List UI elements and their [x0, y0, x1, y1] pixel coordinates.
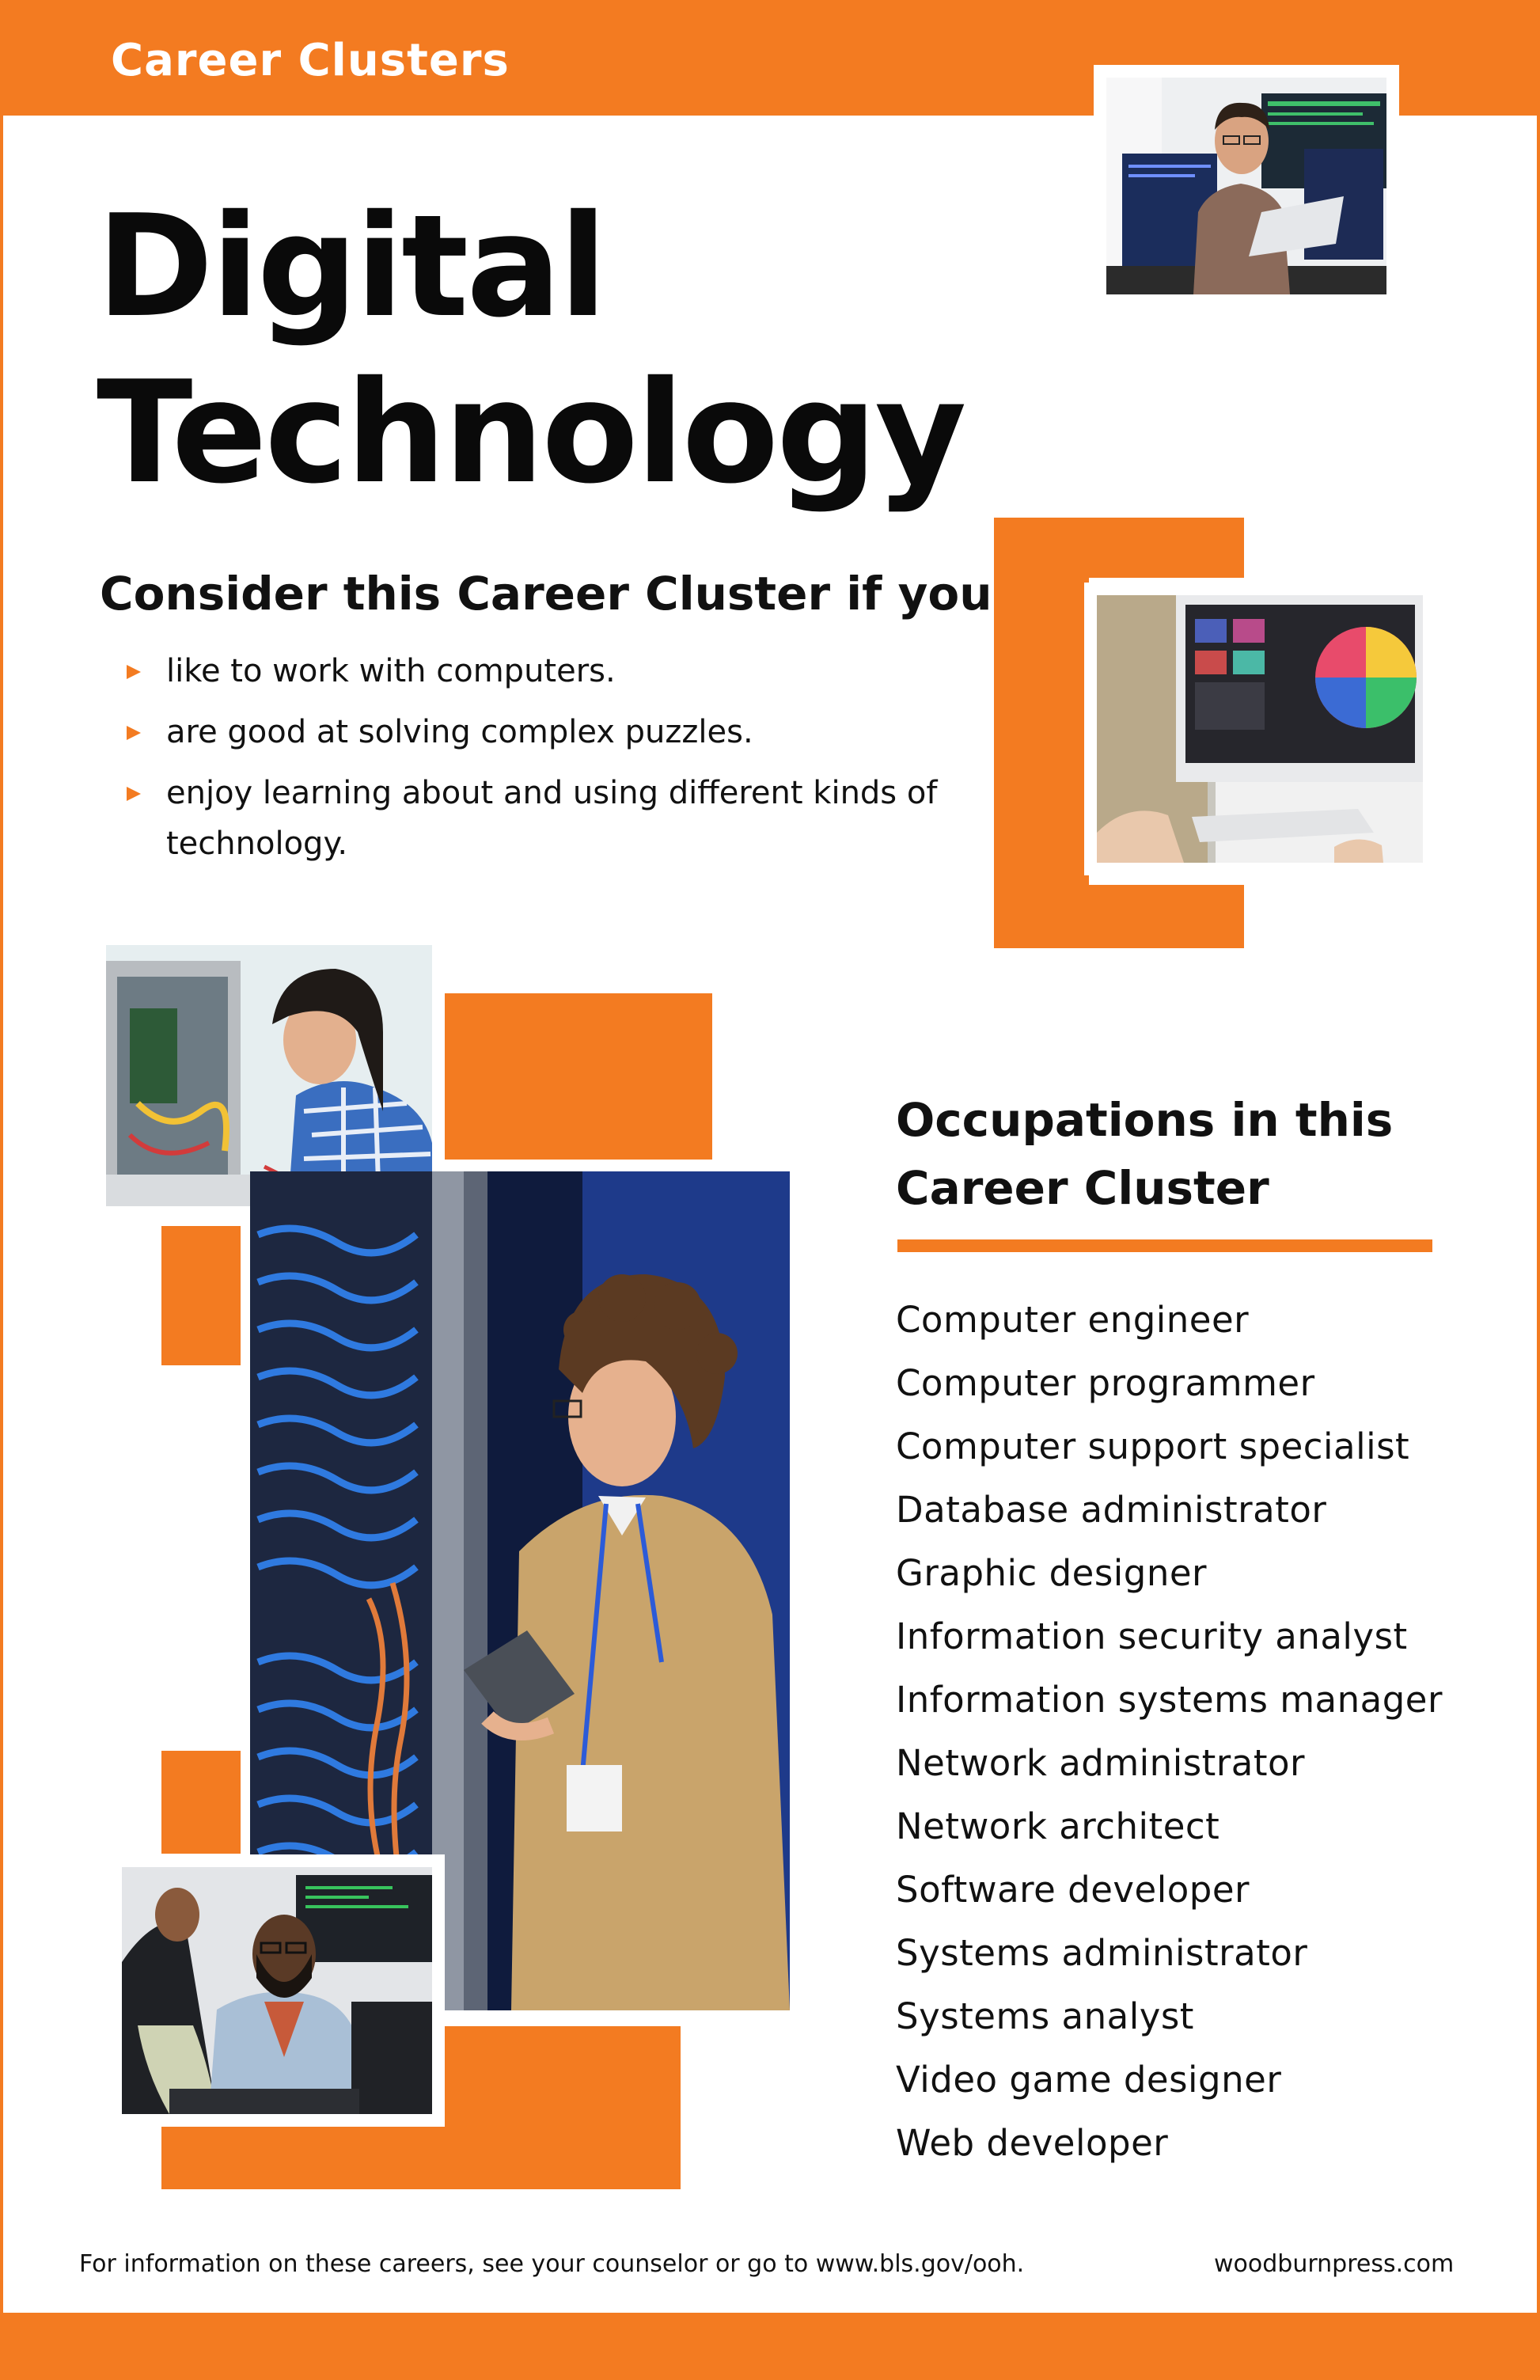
title-line-1: Digital: [97, 184, 605, 348]
bullet-icon: [127, 665, 141, 679]
consider-item: [127, 768, 942, 869]
frame-right-border: [1537, 116, 1540, 2313]
page-title: [97, 184, 965, 516]
photo-man-at-workstation: [109, 1854, 445, 2127]
occupation-item: Information systems manager: [896, 1679, 1443, 1721]
consider-item-text: enjoy learning about and using different kinds of technology.: [166, 775, 938, 862]
occupations-list: [896, 1289, 1443, 2175]
photo-man-with-laptop: [1094, 65, 1399, 307]
consider-item-text: are good at solving complex puzzles.: [166, 714, 753, 750]
bullet-icon: [127, 787, 141, 801]
consider-heading: Consider this Career Cluster if you: [100, 567, 992, 621]
occupation-item: Software developer: [896, 1869, 1250, 1911]
occupation-item: Computer support specialist: [896, 1425, 1410, 1467]
decor-block: [445, 993, 712, 1160]
occupation-item: Systems analyst: [896, 1995, 1194, 2037]
occupation-item: Graphic designer: [896, 1552, 1208, 1594]
consider-item: [127, 646, 942, 697]
occupation-item: Computer engineer: [896, 1299, 1250, 1341]
bullet-icon: [127, 726, 141, 740]
consider-item-text: like to work with computers.: [166, 653, 616, 689]
occupation-item: Network architect: [896, 1805, 1220, 1847]
occupation-item: Database administrator: [896, 1489, 1327, 1531]
occupation-item: Network administrator: [896, 1742, 1306, 1784]
occupation-item: Information security analyst: [896, 1615, 1408, 1657]
title-line-2: Technology: [97, 351, 965, 514]
decor-block: [161, 1226, 241, 1365]
footer-info-text: For information on these careers, see your counselor or go to www.bls.gov/ooh.: [79, 2250, 1025, 2278]
occupation-item: Video game designer: [896, 2059, 1282, 2101]
occupation-item: Systems administrator: [896, 1932, 1308, 1974]
decor-block: [161, 1751, 241, 1854]
occupations-heading: Occupations in this Career Cluster: [896, 1093, 1394, 1215]
footer-site-text: woodburnpress.com: [1214, 2250, 1455, 2278]
occupation-item: Web developer: [896, 2122, 1169, 2164]
occupations-rule: [897, 1239, 1432, 1252]
frame-left-border: [0, 116, 3, 2313]
footer-bar: [0, 2313, 1540, 2380]
header-label: Career Clusters: [111, 35, 510, 86]
photo-design-monitor: [1084, 583, 1436, 875]
consider-list: [127, 646, 942, 879]
occupation-item: Computer programmer: [896, 1362, 1315, 1404]
consider-item: [127, 707, 942, 757]
